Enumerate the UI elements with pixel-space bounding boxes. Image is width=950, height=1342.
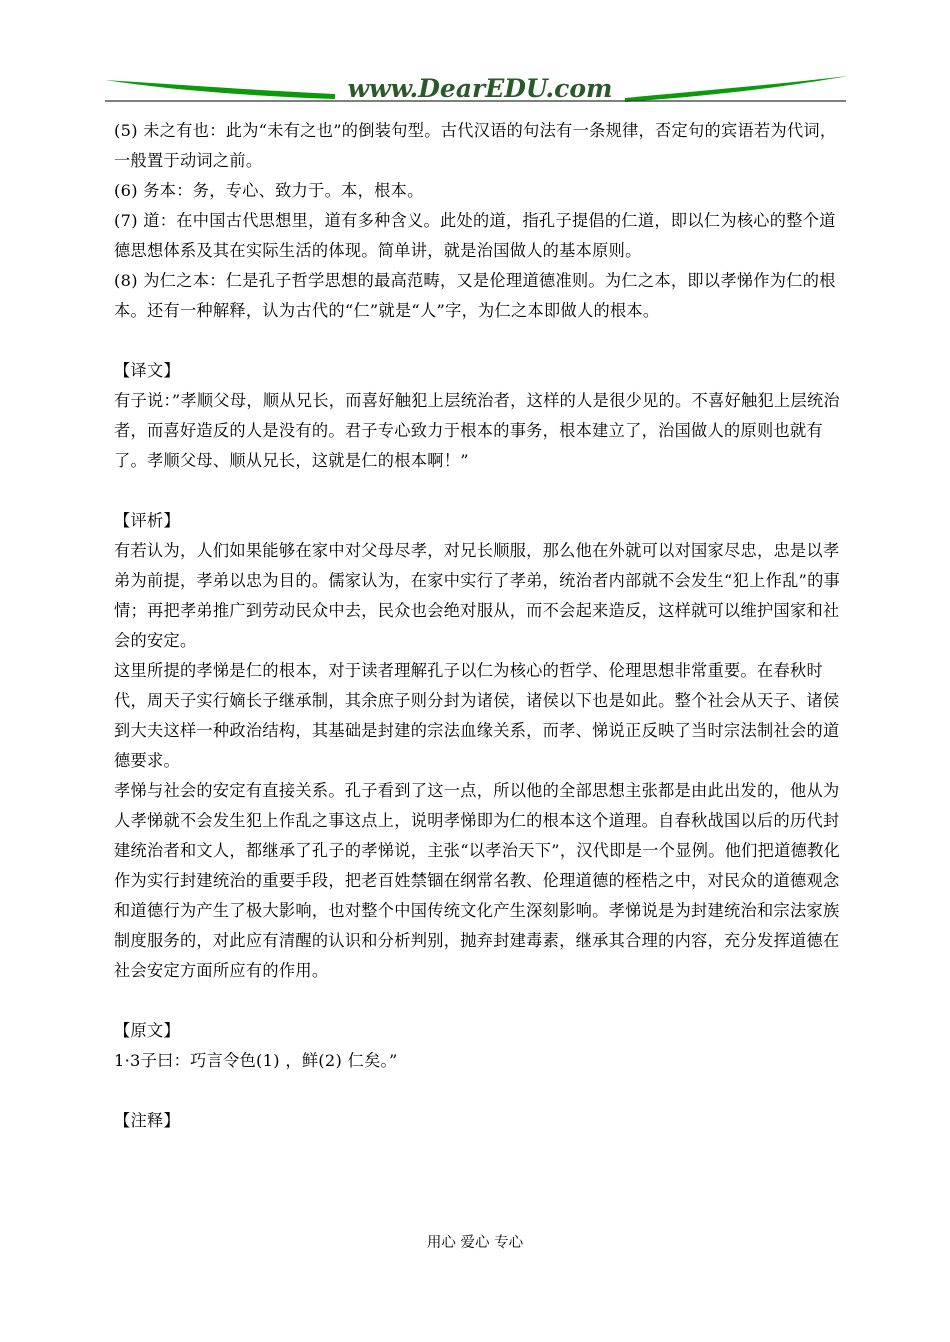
left-swoosh-decoration — [105, 80, 335, 99]
translation-text: 有子说：”孝顺父母，顺从兄长，而喜好触犯上层统治者，这样的人是很少见的。不喜好触犯上层统治者，而喜好造反的人是没有的。君子专心致力于根本的事务，根本建立了，治国做人的原则也就有了。孝顺父母、顺从兄长，这就是仁的根本啊！” — [114, 391, 840, 470]
translation-heading: 【译文】 — [114, 361, 180, 380]
blank-line — [114, 476, 844, 506]
commentary-paragraph-2: 这里所提的孝悌是仁的根本，对于读者理解孔子以仁为核心的哲学、伦理思想非常重要。在春秋时代，周天子实行嫡长子继承制，其余庶子则分封为诸侯，诸侯以下也是如此。整个社会从天子、诸侯到大夫这样一种政治结构，其基础是封建的宗法血缘关系，而孝、悌说正反映了当时宗法制社会的道德要求。 — [114, 661, 840, 770]
note-7: (7) 道：在中国古代思想里，道有多种含义。此处的道，指孔子提倡的仁道，即以仁为核心的整个道德思想体系及其在实际生活的体现。简单讲，就是治国做人的基本原则。 — [114, 211, 836, 260]
page-header — [80, 70, 850, 110]
original-text-1-3: 1·3子曰：巧言令色(1) ，鲜(2) 仁矣。” — [114, 1051, 398, 1070]
commentary-paragraph-3: 孝悌与社会的安定有直接关系。孔子看到了这一点，所以他的全部思想主张都是由此出发的，他从为人孝悌就不会发生犯上作乱之事这点上，说明孝悌即为仁的根本这个道理。自春秋战国以后的历代封建统治者和文人，都继承了孔子的孝悌说，主张“以孝治天下”，汉代即是一个显例。他们把道德教化作为实行封建统治的重要手段，把老百姓禁锢在纲常名教、伦理道德的桎梏之中，对民众的道德观念和道德行为产生了极大影响，也对整个中国传统文化产生深刻影响。孝悌说是为封建统治和宗法家族制度服务的，对此应有清醒的认识和分析判别，抛弃封建毒素，继承其合理的内容，充分发挥道德在社会安定方面所应有的作用。 — [114, 781, 841, 980]
note-8: (8) 为仁之本：仁是孔子哲学思想的最高范畴，又是伦理道德准则。为仁之本，即以孝悌作为仁的根本。还有一种解释，认为古代的“仁”就是“人”字，为仁之本即做人的根本。 — [114, 271, 836, 320]
commentary-paragraph-1: 有若认为，人们如果能够在家中对父母尽孝，对兄长顺服，那么他在外就可以对国家尽忠，忠是以孝弟为前提，孝弟以忠为目的。儒家认为，在家中实行了孝弟，统治者内部就不会发生“犯上作乱”的事情；再把孝弟推广到劳动民众中去，民众也会绝对服从，而不会起来造反，这样就可以维护国家和社会的安定。 — [114, 541, 841, 650]
right-swoosh-decoration — [625, 76, 848, 102]
blank-line — [114, 1076, 844, 1106]
annotation-heading: 【注释】 — [114, 1111, 180, 1130]
original-text-heading: 【原文】 — [114, 1021, 180, 1040]
dearedu-logo-banner — [80, 70, 850, 110]
note-5: (5) 未之有也：此为“未有之也”的倒装句型。古代汉语的句法有一条规律，否定句的宾语若为代词，一般置于动词之前。 — [114, 121, 837, 170]
blank-line — [114, 326, 844, 356]
blank-line — [114, 986, 844, 1016]
document-body — [114, 116, 844, 1136]
logo-text: www.DearEDU.com — [347, 74, 613, 103]
commentary-heading: 【评析】 — [114, 511, 180, 530]
page-footer: 用心 爱心 专心 — [426, 1235, 524, 1251]
note-6: (6) 务本：务，专心、致力于。本，根本。 — [114, 181, 424, 200]
